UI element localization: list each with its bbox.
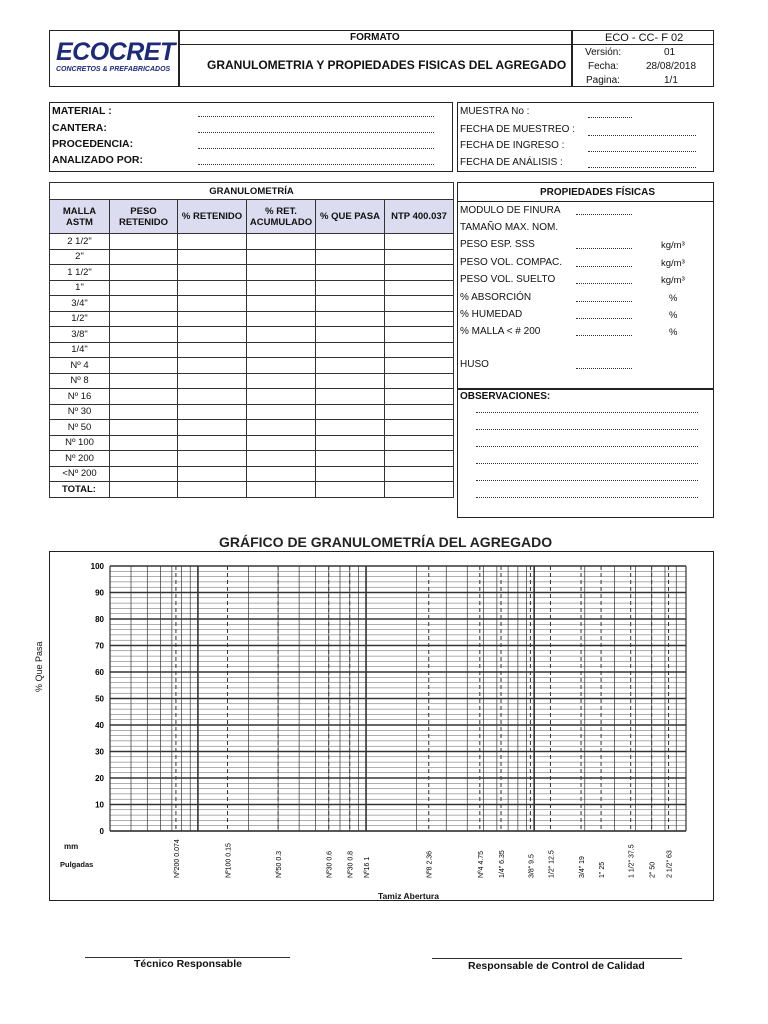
version-label: Versión: xyxy=(585,47,622,58)
input-cell[interactable] xyxy=(247,280,316,296)
malla-cell: 3/4" xyxy=(50,296,110,312)
input-cell[interactable] xyxy=(385,466,454,482)
granulometria-table xyxy=(49,182,454,498)
input-cell[interactable] xyxy=(178,342,247,358)
input-cell[interactable] xyxy=(247,327,316,343)
input-cell[interactable] xyxy=(316,358,385,374)
x-sieve-label: 1/2" 12.5 xyxy=(548,850,556,878)
input-cell[interactable] xyxy=(247,311,316,327)
header-divider-1 xyxy=(178,30,180,87)
property-unit: kg/m³ xyxy=(661,258,685,269)
input-cell[interactable] xyxy=(316,311,385,327)
table-row xyxy=(50,280,454,296)
input-cell[interactable] xyxy=(110,311,178,327)
x-sieve-label: 1/4" 6.35 xyxy=(499,850,507,878)
material-label: MATERIAL : xyxy=(52,105,112,117)
col-peso-retenido: PESO RETENIDO xyxy=(110,200,178,234)
input-cell[interactable] xyxy=(247,358,316,374)
input-cell[interactable] xyxy=(110,280,178,296)
input-cell[interactable] xyxy=(385,451,454,467)
x-sieve-label: Nº4 4.75 xyxy=(477,850,485,878)
input-cell[interactable] xyxy=(385,280,454,296)
table-total-row xyxy=(50,482,454,498)
input-cell[interactable] xyxy=(110,234,178,250)
table-row xyxy=(50,435,454,451)
total-cell[interactable] xyxy=(178,482,247,498)
col-retenido: % RETENIDO xyxy=(178,200,247,234)
col-malla: MALLA ASTM xyxy=(50,200,110,234)
property-unit: % xyxy=(669,327,678,338)
input-cell[interactable] xyxy=(385,404,454,420)
input-cell[interactable] xyxy=(316,435,385,451)
property-unit: kg/m³ xyxy=(661,240,685,251)
doc-code: ECO - CC- F 02 xyxy=(605,32,684,44)
table-row xyxy=(50,358,454,374)
fecha-ingreso-field[interactable] xyxy=(588,151,696,152)
input-cell[interactable] xyxy=(316,466,385,482)
table-row xyxy=(50,404,454,420)
input-cell[interactable] xyxy=(316,342,385,358)
input-cell[interactable] xyxy=(316,296,385,312)
input-cell[interactable] xyxy=(110,358,178,374)
y-tick-label: 60 xyxy=(95,668,104,677)
chart-xlabel: Tamiz Abertura xyxy=(378,891,439,901)
input-cell[interactable] xyxy=(316,404,385,420)
x-sieve-label: Nº200 0.074 xyxy=(173,839,181,878)
property-label: PESO VOL. SUELTO xyxy=(460,274,556,285)
input-cell[interactable] xyxy=(178,435,247,451)
input-cell[interactable] xyxy=(110,451,178,467)
property-label: % ABSORCIÓN xyxy=(460,292,532,303)
input-cell[interactable] xyxy=(316,280,385,296)
input-cell[interactable] xyxy=(316,420,385,436)
y-tick-label: 0 xyxy=(99,827,104,836)
x-sieve-label: 2" 50 xyxy=(649,861,657,878)
observaciones-divider xyxy=(457,388,714,390)
input-cell[interactable] xyxy=(316,234,385,250)
malla-cell: Nº 200 xyxy=(50,451,110,467)
input-cell[interactable] xyxy=(247,466,316,482)
procedencia-label: PROCEDENCIA: xyxy=(52,138,134,150)
format-label: FORMATO xyxy=(350,32,400,43)
table-row xyxy=(50,389,454,405)
property-value-field[interactable] xyxy=(576,368,632,369)
fecha-muestreo-label: FECHA DE MUESTREO : xyxy=(460,124,576,135)
table-row xyxy=(50,327,454,343)
page-label: Pagina: xyxy=(586,75,620,86)
input-cell[interactable] xyxy=(385,358,454,374)
malla-cell: 2" xyxy=(50,249,110,265)
brand-logo: ECOCRET xyxy=(56,38,175,66)
x-sieve-label: Nº30 0.6 xyxy=(326,850,334,878)
muestra-label: MUESTRA No : xyxy=(460,106,530,117)
observaciones-line[interactable] xyxy=(476,446,698,447)
input-cell[interactable] xyxy=(385,435,454,451)
malla-cell: <Nº 200 xyxy=(50,466,110,482)
muestra-field[interactable] xyxy=(588,117,632,118)
input-cell[interactable] xyxy=(110,420,178,436)
input-cell[interactable] xyxy=(247,234,316,250)
signature-calidad: Responsable de Control de Calidad xyxy=(468,960,645,972)
y-tick-label: 10 xyxy=(95,800,104,810)
property-label: % MALLA < # 200 xyxy=(460,326,541,337)
x-sieve-label: Nº8 2.36 xyxy=(426,850,434,878)
input-cell[interactable] xyxy=(385,342,454,358)
input-cell[interactable] xyxy=(316,249,385,265)
observaciones-line[interactable] xyxy=(476,480,698,481)
input-cell[interactable] xyxy=(316,327,385,343)
page-value: 1/1 xyxy=(664,75,678,86)
input-cell[interactable] xyxy=(178,280,247,296)
signature-line-right xyxy=(432,958,682,959)
property-value-field[interactable] xyxy=(576,248,632,249)
input-cell[interactable] xyxy=(385,389,454,405)
malla-cell: Nº 8 xyxy=(50,373,110,389)
total-cell[interactable] xyxy=(316,482,385,498)
header-divider-3 xyxy=(178,44,572,45)
y-tick-label: 40 xyxy=(95,721,104,730)
table-row xyxy=(50,234,454,250)
input-cell[interactable] xyxy=(385,327,454,343)
fecha-muestreo-field[interactable] xyxy=(588,135,696,136)
input-cell[interactable] xyxy=(385,296,454,312)
malla-cell: 2 1/2" xyxy=(50,234,110,250)
granulometria-title: GRANULOMETRÍA xyxy=(50,183,454,200)
input-cell[interactable] xyxy=(178,327,247,343)
input-cell[interactable] xyxy=(110,265,178,281)
x-sieve-label: 1 1/2" 37.5 xyxy=(628,844,636,878)
y-tick-label: 90 xyxy=(95,588,104,598)
property-value-field[interactable] xyxy=(576,214,632,215)
input-cell[interactable] xyxy=(385,420,454,436)
propiedades-title: PROPIEDADES FÍSICAS xyxy=(540,187,656,198)
observaciones-line[interactable] xyxy=(476,412,698,413)
property-value-field[interactable] xyxy=(576,335,632,336)
input-cell[interactable] xyxy=(247,342,316,358)
observaciones-label: OBSERVACIONES: xyxy=(460,391,551,402)
property-value-field[interactable] xyxy=(576,318,632,319)
observaciones-line[interactable] xyxy=(476,463,698,464)
date-value: 28/08/2018 xyxy=(646,61,697,72)
cantera-label: CANTERA: xyxy=(52,122,107,134)
x-sieve-label: 3/8" 9.5 xyxy=(528,854,536,878)
observaciones-line[interactable] xyxy=(476,429,698,430)
analizado-field[interactable] xyxy=(198,164,434,165)
input-cell[interactable] xyxy=(178,389,247,405)
x-sieve-label: 3/4" 19 xyxy=(579,856,587,878)
total-label: TOTAL: xyxy=(50,482,110,498)
col-que-pasa: % QUE PASA xyxy=(316,200,385,234)
fecha-analisis-field[interactable] xyxy=(588,167,696,168)
input-cell[interactable] xyxy=(385,249,454,265)
input-cell[interactable] xyxy=(178,373,247,389)
input-cell[interactable] xyxy=(178,249,247,265)
input-cell[interactable] xyxy=(247,373,316,389)
input-cell[interactable] xyxy=(178,265,247,281)
property-label: PESO ESP. SSS xyxy=(460,239,535,250)
material-field[interactable] xyxy=(198,116,434,117)
input-cell[interactable] xyxy=(247,265,316,281)
malla-cell: 3/8" xyxy=(50,327,110,343)
table-row xyxy=(50,420,454,436)
input-cell[interactable] xyxy=(110,327,178,343)
chart-mm-label: mm xyxy=(64,842,79,851)
input-cell[interactable] xyxy=(110,342,178,358)
property-unit: % xyxy=(669,293,678,304)
fecha-ingreso-label: FECHA DE INGRESO : xyxy=(460,140,565,151)
procedencia-field[interactable] xyxy=(198,148,434,149)
input-cell[interactable] xyxy=(178,234,247,250)
malla-cell: Nº 30 xyxy=(50,404,110,420)
malla-cell: Nº 16 xyxy=(50,389,110,405)
input-cell[interactable] xyxy=(178,296,247,312)
input-cell[interactable] xyxy=(178,358,247,374)
input-cell[interactable] xyxy=(316,451,385,467)
input-cell[interactable] xyxy=(110,435,178,451)
malla-cell: Nº 100 xyxy=(50,435,110,451)
input-cell[interactable] xyxy=(178,404,247,420)
signature-tecnico: Técnico Responsable xyxy=(134,958,242,970)
version-value: 01 xyxy=(664,47,676,58)
table-row xyxy=(50,451,454,467)
document-title: GRANULOMETRIA Y PROPIEDADES FISICAS DEL AGREGADO xyxy=(207,58,567,72)
property-label: % HUMEDAD xyxy=(460,309,523,320)
malla-cell: 1" xyxy=(50,280,110,296)
input-cell[interactable] xyxy=(316,389,385,405)
header-divider-4 xyxy=(571,44,714,45)
input-cell[interactable] xyxy=(110,296,178,312)
input-cell[interactable] xyxy=(385,311,454,327)
malla-cell: Nº 4 xyxy=(50,358,110,374)
chart-ylabel: % Que Pasa xyxy=(34,641,44,692)
input-cell[interactable] xyxy=(247,389,316,405)
propiedades-title-divider xyxy=(457,201,714,202)
table-row xyxy=(50,466,454,482)
malla-cell: 1 1/2" xyxy=(50,265,110,281)
cantera-field[interactable] xyxy=(198,132,434,133)
property-label: TAMAÑO MAX. NOM. xyxy=(460,222,559,233)
table-row xyxy=(50,373,454,389)
input-cell[interactable] xyxy=(110,389,178,405)
malla-cell: Nº 50 xyxy=(50,420,110,436)
col-ret-acumulado: % RET. ACUMULADO xyxy=(247,200,316,234)
property-value-field[interactable] xyxy=(576,283,632,284)
property-value-field[interactable] xyxy=(576,301,632,302)
x-sieve-label: Nº50 0.3 xyxy=(276,850,284,878)
input-cell[interactable] xyxy=(385,373,454,389)
x-sieve-label: Nº100 0.15 xyxy=(225,843,233,878)
table-row xyxy=(50,296,454,312)
input-cell[interactable] xyxy=(316,265,385,281)
property-unit: % xyxy=(669,310,678,321)
input-cell[interactable] xyxy=(178,466,247,482)
y-tick-label: 100 xyxy=(90,562,104,571)
input-cell[interactable] xyxy=(385,265,454,281)
total-cell[interactable] xyxy=(110,482,178,498)
y-tick-label: 30 xyxy=(95,747,104,757)
input-cell[interactable] xyxy=(110,404,178,420)
analizado-label: ANALIZADO POR: xyxy=(52,154,143,166)
input-cell[interactable] xyxy=(110,249,178,265)
chart-frame xyxy=(49,551,714,901)
x-sieve-label: 1" 25 xyxy=(599,861,607,878)
table-row xyxy=(50,311,454,327)
table-row xyxy=(50,342,454,358)
input-cell[interactable] xyxy=(247,249,316,265)
total-cell[interactable] xyxy=(385,482,454,498)
input-cell[interactable] xyxy=(385,234,454,250)
y-tick-label: 70 xyxy=(95,641,104,651)
malla-cell: 1/2" xyxy=(50,311,110,327)
property-label: PESO VOL. COMPAC. xyxy=(460,257,563,268)
x-sieve-label: 2 1/2" 63 xyxy=(666,850,674,878)
x-sieve-label: Nº30 0.8 xyxy=(347,850,355,878)
malla-cell: 1/4" xyxy=(50,342,110,358)
y-tick-label: 50 xyxy=(95,694,104,704)
input-cell[interactable] xyxy=(110,373,178,389)
input-cell[interactable] xyxy=(178,311,247,327)
date-label: Fecha: xyxy=(588,61,619,72)
input-cell[interactable] xyxy=(178,420,247,436)
table-row xyxy=(50,265,454,281)
property-unit: kg/m³ xyxy=(661,275,685,286)
chart-pulgadas-label: Pulgadas xyxy=(60,860,94,869)
table-row xyxy=(50,249,454,265)
header-divider-2 xyxy=(571,30,573,87)
col-ntp: NTP 400.037 xyxy=(385,200,454,234)
input-cell[interactable] xyxy=(247,420,316,436)
y-tick-label: 20 xyxy=(95,774,104,783)
total-cell[interactable] xyxy=(247,482,316,498)
input-cell[interactable] xyxy=(110,466,178,482)
x-sieve-label: Nº16 1 xyxy=(364,856,372,878)
brand-subtitle: CONCRETOS & PREFABRICADOS xyxy=(56,66,171,73)
input-cell[interactable] xyxy=(247,435,316,451)
fecha-analisis-label: FECHA DE ANÁLISIS : xyxy=(460,157,563,168)
observaciones-line[interactable] xyxy=(476,497,698,498)
input-cell[interactable] xyxy=(178,451,247,467)
property-label: HUSO xyxy=(460,359,489,370)
property-label: MODULO DE FINURA xyxy=(460,205,561,216)
input-cell[interactable] xyxy=(247,296,316,312)
input-cell[interactable] xyxy=(247,451,316,467)
y-tick-label: 80 xyxy=(95,615,104,624)
input-cell[interactable] xyxy=(247,404,316,420)
property-value-field[interactable] xyxy=(576,266,632,267)
chart-title: GRÁFICO DE GRANULOMETRÍA DEL AGREGADO xyxy=(219,534,553,550)
input-cell[interactable] xyxy=(316,373,385,389)
